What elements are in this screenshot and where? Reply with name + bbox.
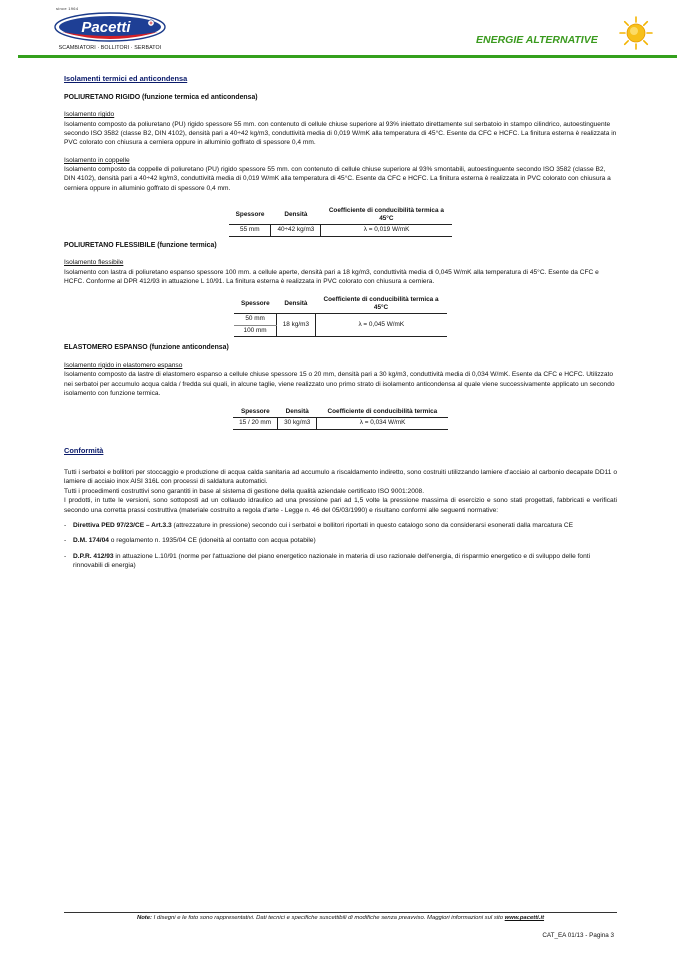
footer-note-text: I disegni e le foto sono rappresentativi. Dati tecnici e specifiche suscettibili di modifiche senza preavviso. Maggiori informazioni sul sito — [152, 915, 505, 921]
table-cell: λ = 0,034 W/mK — [317, 418, 448, 429]
flessibile-sub-title: Isolamento flessibile — [64, 259, 124, 267]
table-header: Spessore — [229, 206, 271, 225]
table-header: Densità — [276, 295, 315, 314]
conformita-p3: I prodotti, in tutte le versioni, sono sottoposti ad un collaudo idraulico ad una pressione pari ad 1,5 volte la pressione massima di esercizio e sono stati progettati, fabbricati e verificati secondo una corretta prassi costruttiva (materiale costruito a regola d'arte - Legge n. 46 del 05/03/1990) e risultano conformi alle seguenti normative: — [64, 497, 617, 514]
elastomero-title: ELASTOMERO ESPANSO (funzione anticondensa) — [64, 344, 229, 352]
rigido-sub1-text: Isolamento composto da poliuretano (PU) rigido spessore 55 mm. con contenuto di cellule chiuse superiore al 93% iniettato direttamente sul serbatoio in stampo cilindrico, autoestinguente secondo ISO 3582 (classe B2, DIN 4102), densità pari a 40÷42 kg/m3, conduttività media di 0,019 W/mK alla temperatura di 45°C. Esente da CFC e HCFC. La finitura esterna è realizzata in PVC colorato con chiusura a cerniera oppure in alluminio goffrato di spessore 0,4 mm. — [64, 120, 617, 147]
rigido-title: POLIURETANO RIGIDO (funzione termica ed anticondensa) — [64, 93, 258, 101]
flessibile-title: POLIURETANO FLESSIBILE (funzione termica) — [64, 241, 217, 249]
table-cell: λ = 0,045 W/mK — [316, 314, 447, 337]
table-header: Spessore — [233, 407, 277, 418]
footer-rule — [64, 912, 617, 913]
logo-subtitle: SCAMBIATORI · BOLLITORI · SERBATOI — [58, 45, 162, 51]
conformita-p1: Tutti i serbatoi e bollitori per stoccaggio e produzione di acqua calda sanitaria ad accumulo a riscaldamento indiretto, sono costruiti utilizzando lamiere d'acciaio al carbonio decapate DD11 o lamiere di acciaio inox AISI 316L con processi di saldatura automatici. — [64, 469, 617, 486]
footer-note-label: Note: — [136, 915, 153, 921]
website-link[interactable]: www.pacetti.it — [504, 915, 545, 921]
rigido-sub2-title: Isolamento in coppelle — [64, 156, 130, 164]
table-header: Spessore — [234, 295, 276, 314]
table-header: Densità — [278, 407, 317, 418]
section-header-title: ENERGIE ALTERNATIVE — [476, 34, 598, 46]
list-item: - Direttiva PED 97/23/CE – Art.3.3 (attrezzature in pressione) secondo cui i serbatoi e bollitori riportati in questo catalogo sono da considerarsi esonerati dalla marcatura CE — [64, 521, 574, 529]
page-reference: CAT_EA 01/13 - Pagina 3 — [542, 932, 614, 939]
table-cell: 100 mm — [234, 325, 276, 336]
elastomero-sub-text: Isolamento composto da lastre di elastomero espanso a cellule chiuse spessore 15 o 20 mm, densità pari a 30 kg/m3, conduttività media di 0,034 W/mK. Esente da CFC e HCFC. Utilizzato nei serbatoi per accumulo acqua calda / fredda sui quali, in alcune taglie, viene realizzato uno primo strato di isolamento anticondensa al quale viene successivamente applicato un secondo isolamento con funzione termica. — [64, 371, 615, 397]
list-item: - D.M. 174/04 o regolamento n. 1935/04 CE (idoneità al contatto con acqua potabile) — [64, 537, 316, 545]
norm-text: o regolamento n. 1935/04 CE (idoneità al contatto con acqua potabile) — [108, 537, 316, 545]
norm-text: (attrezzature in pressione) secondo cui i serbatoi e bollitori riportati in questo catalogo sono da considerarsi esonerati dalla marcatura CE — [171, 521, 574, 529]
section-title: Isolamenti termici ed anticondensa — [64, 74, 188, 83]
table-header: Coefficiente di conducibilità termica a 45°C — [321, 206, 452, 225]
logo-badge — [54, 12, 166, 42]
header-rule — [18, 55, 677, 58]
sun-icon — [618, 15, 654, 51]
table-cell: 18 kg/m3 — [276, 314, 315, 337]
table-cell: 40÷42 kg/m3 — [271, 225, 321, 236]
elastomero-table — [233, 406, 449, 429]
list-item: - D.P.R. 412/93 in attuazione L.10/91 (norme per l'attuazione del piano energetico nazionale in materia di uso razionale dell'energia, di risparmio energetico e di sviluppo delle fonti rinnovabili di energia) — [64, 552, 591, 569]
norm-name: D.M. 174/04 — [73, 537, 109, 545]
rigido-table — [229, 205, 453, 236]
table-header: Coefficiente di conducibilità termica — [317, 407, 448, 418]
conformita-p2: Tutti i procedimenti costruttivi sono garantiti in base al sistema di gestione della qualità aziendale certificato ISO 9001:2008. — [64, 487, 425, 495]
rigido-sub1-title: Isolamento rigido — [64, 111, 115, 119]
norm-name: D.P.R. 412/93 — [73, 552, 114, 560]
norm-name: Direttiva PED 97/23/CE – Art.3.3 — [73, 521, 172, 529]
table-header: Coefficiente di conducibilità termica a 45°C — [316, 295, 447, 314]
pacetti-logo — [48, 6, 172, 54]
flessibile-table — [234, 294, 447, 337]
table-cell: λ = 0,019 W/mK — [321, 225, 452, 236]
norms-list — [64, 521, 617, 570]
table-cell: 50 mm — [234, 314, 276, 325]
conformita-title: Conformità — [64, 445, 104, 455]
elastomero-sub-title: Isolamento rigido in elastomero espanso — [64, 361, 183, 369]
main-content — [64, 74, 617, 576]
norm-text: in attuazione L.10/91 (norme per l'attuazione del piano energetico nazionale in materia di uso razionale dell'energia, di risparmio energetico e di sviluppo delle fonti rinnovabili di energia) — [73, 552, 591, 569]
table-cell: 15 / 20 mm — [233, 418, 277, 429]
footer-note — [64, 915, 617, 921]
rigido-sub2-text: Isolamento composto da coppelle di poliuretano (PU) rigido spessore 55 mm. con contenuto di cellule chiuse superiore al 93% smontabili, autoestinguente secondo ISO 3582 (classe B2, DIN 4102), densità pari a 40÷42 kg/m3, conduttività media di 0,019 W/mK alla temperatura di 45°C. Esente da CFC e HCFC. La finitura esterna è realizzata in PVC colorato con chiusura a cerniera oppure in alluminio goffrato di spessore 0,4 mm. — [64, 166, 611, 192]
table-header: Densità — [271, 206, 321, 225]
logo-wordmark: Pacetti — [81, 19, 131, 36]
logo-since: since 1964 — [56, 6, 79, 11]
page-header — [0, 0, 677, 62]
table-cell: 55 mm — [229, 225, 271, 236]
table-cell: 30 kg/m3 — [278, 418, 317, 429]
flessibile-sub-text: Isolamento con lastra di poliuretano espanso spessore 100 mm. a cellule aperte, densità pari a 18 kg/m3, conduttività media di 0,045 W/mK alla temperatura di 45°C. Esente da CFC e HCFC. Conforme al DPR 412/93 in attuazione L 10/91. La finitura esterna è realizzata in PVC colorato con chiusura a cerniera. — [64, 268, 599, 286]
